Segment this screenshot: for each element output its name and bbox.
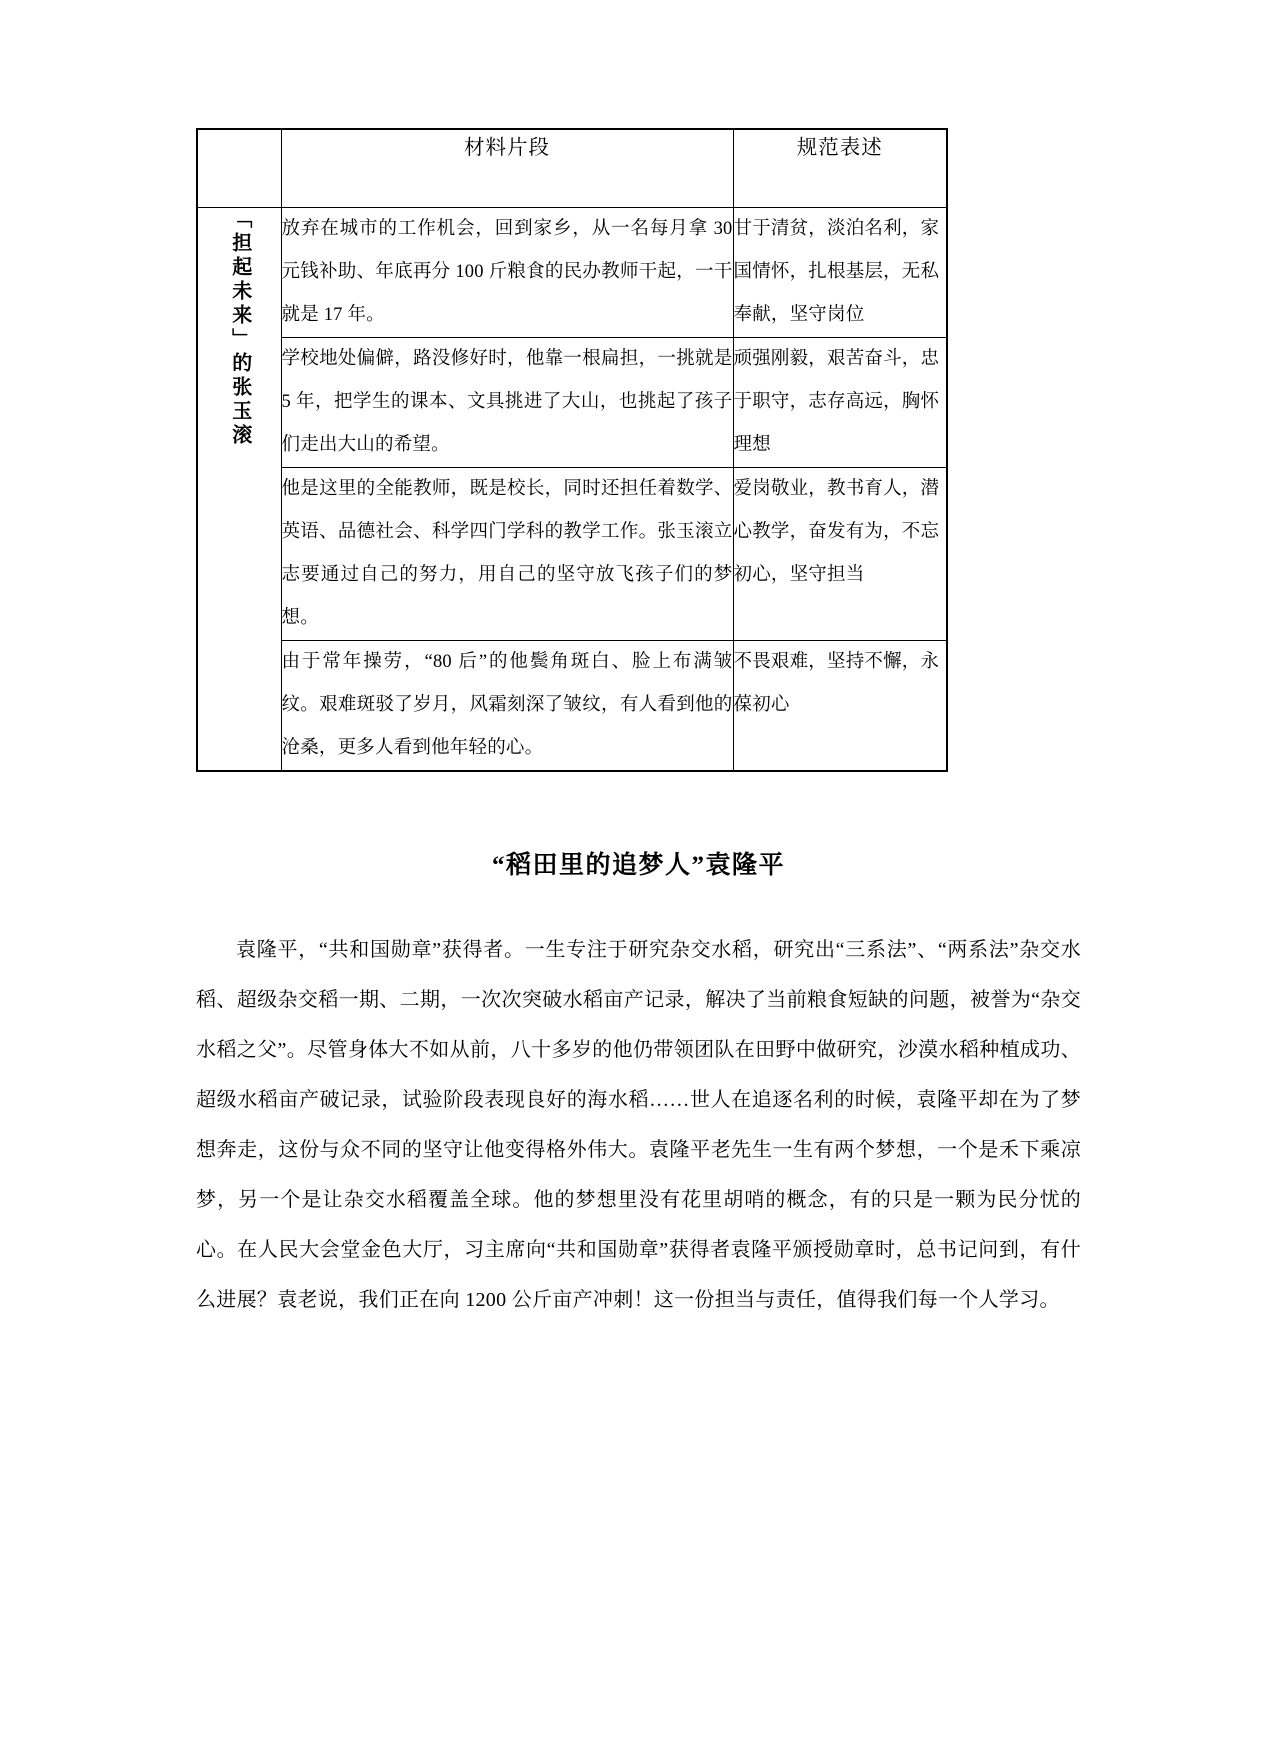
table-row — [197, 640, 947, 771]
material-norm-table — [196, 128, 948, 772]
material-cell: 由于常年操劳，“80 后”的他鬓角斑白、脸上布满皱纹。艰难斑驳了岁月，风霜刻深了皱纹，有人看到他的沧桑，更多人看到他年轻的心。 — [281, 640, 733, 771]
row-label-cell — [197, 207, 281, 771]
norm-cell: 爱岗敬业，教书育人，潜心教学，奋发有为，不忘初心，坚守担当 — [733, 467, 947, 640]
row-label-vertical-text: 「担起未来」的张玉滚 — [228, 207, 251, 448]
header-cell-norm: 规范表述 — [733, 129, 947, 207]
table-row — [197, 207, 947, 337]
article-section — [196, 845, 1081, 1325]
material-cell: 学校地处偏僻，路没修好时，他靠一根扁担，一挑就是 5 年，把学生的课本、文具挑进了大山，也挑起了孩子们走出大山的希望。 — [281, 337, 733, 467]
material-cell: 放弃在城市的工作机会，回到家乡，从一名每月拿 30 元钱补助、年底再分 100 斤粮食的民办教师干起，一干就是 17 年。 — [281, 207, 733, 337]
table-row — [197, 467, 947, 640]
header-cell-label — [197, 129, 281, 207]
norm-cell: 不畏艰难，坚持不懈，永葆初心 — [733, 640, 947, 771]
norm-cell: 甘于清贫，淡泊名利，家国情怀，扎根基层，无私奉献，坚守岗位 — [733, 207, 947, 337]
table-header-row — [197, 129, 947, 207]
article-title: “稻田里的追梦人”袁隆平 — [491, 852, 785, 879]
header-cell-material: 材料片段 — [281, 129, 733, 207]
norm-cell: 顽强刚毅，艰苦奋斗，忠于职守，志存高远，胸怀理想 — [733, 337, 947, 467]
material-norm-table-wrapper — [196, 128, 946, 772]
table-row — [197, 337, 947, 467]
article-body-paragraph: 袁隆平，“共和国勋章”获得者。一生专注于研究杂交水稻，研究出“三系法”、“两系法”杂交水稻、超级杂交稻一期、二期，一次次突破水稻亩产记录，解决了当前粮食短缺的问题，被誉为“杂交水稻之父”。尽管身体大不如从前，八十多岁的他仍带领团队在田野中做研究，沙漠水稻种植成功、超级水稻亩产破记录，试验阶段表现良好的海水稻……世人在追逐名利的时候，袁隆平却在为了梦想奔走，这份与众不同的坚守让他变得格外伟大。袁隆平老先生一生有两个梦想，一个是禾下乘凉梦，另一个是让杂交水稻覆盖全球。他的梦想里没有花里胡哨的概念，有的只是一颗为民分忧的心。在人民大会堂金色大厅，习主席向“共和国勋章”获得者袁隆平颁授勋章时，总书记问到，有什么进展？袁老说，我们正在向 1200 公斤亩产冲刺！这一份担当与责任，值得我们每一个人学习。 — [196, 939, 1081, 1311]
material-cell: 他是这里的全能教师，既是校长，同时还担任着数学、英语、品德社会、科学四门学科的教学工作。张玉滚立志要通过自己的努力，用自己的坚守放飞孩子们的梦想。 — [281, 467, 733, 640]
